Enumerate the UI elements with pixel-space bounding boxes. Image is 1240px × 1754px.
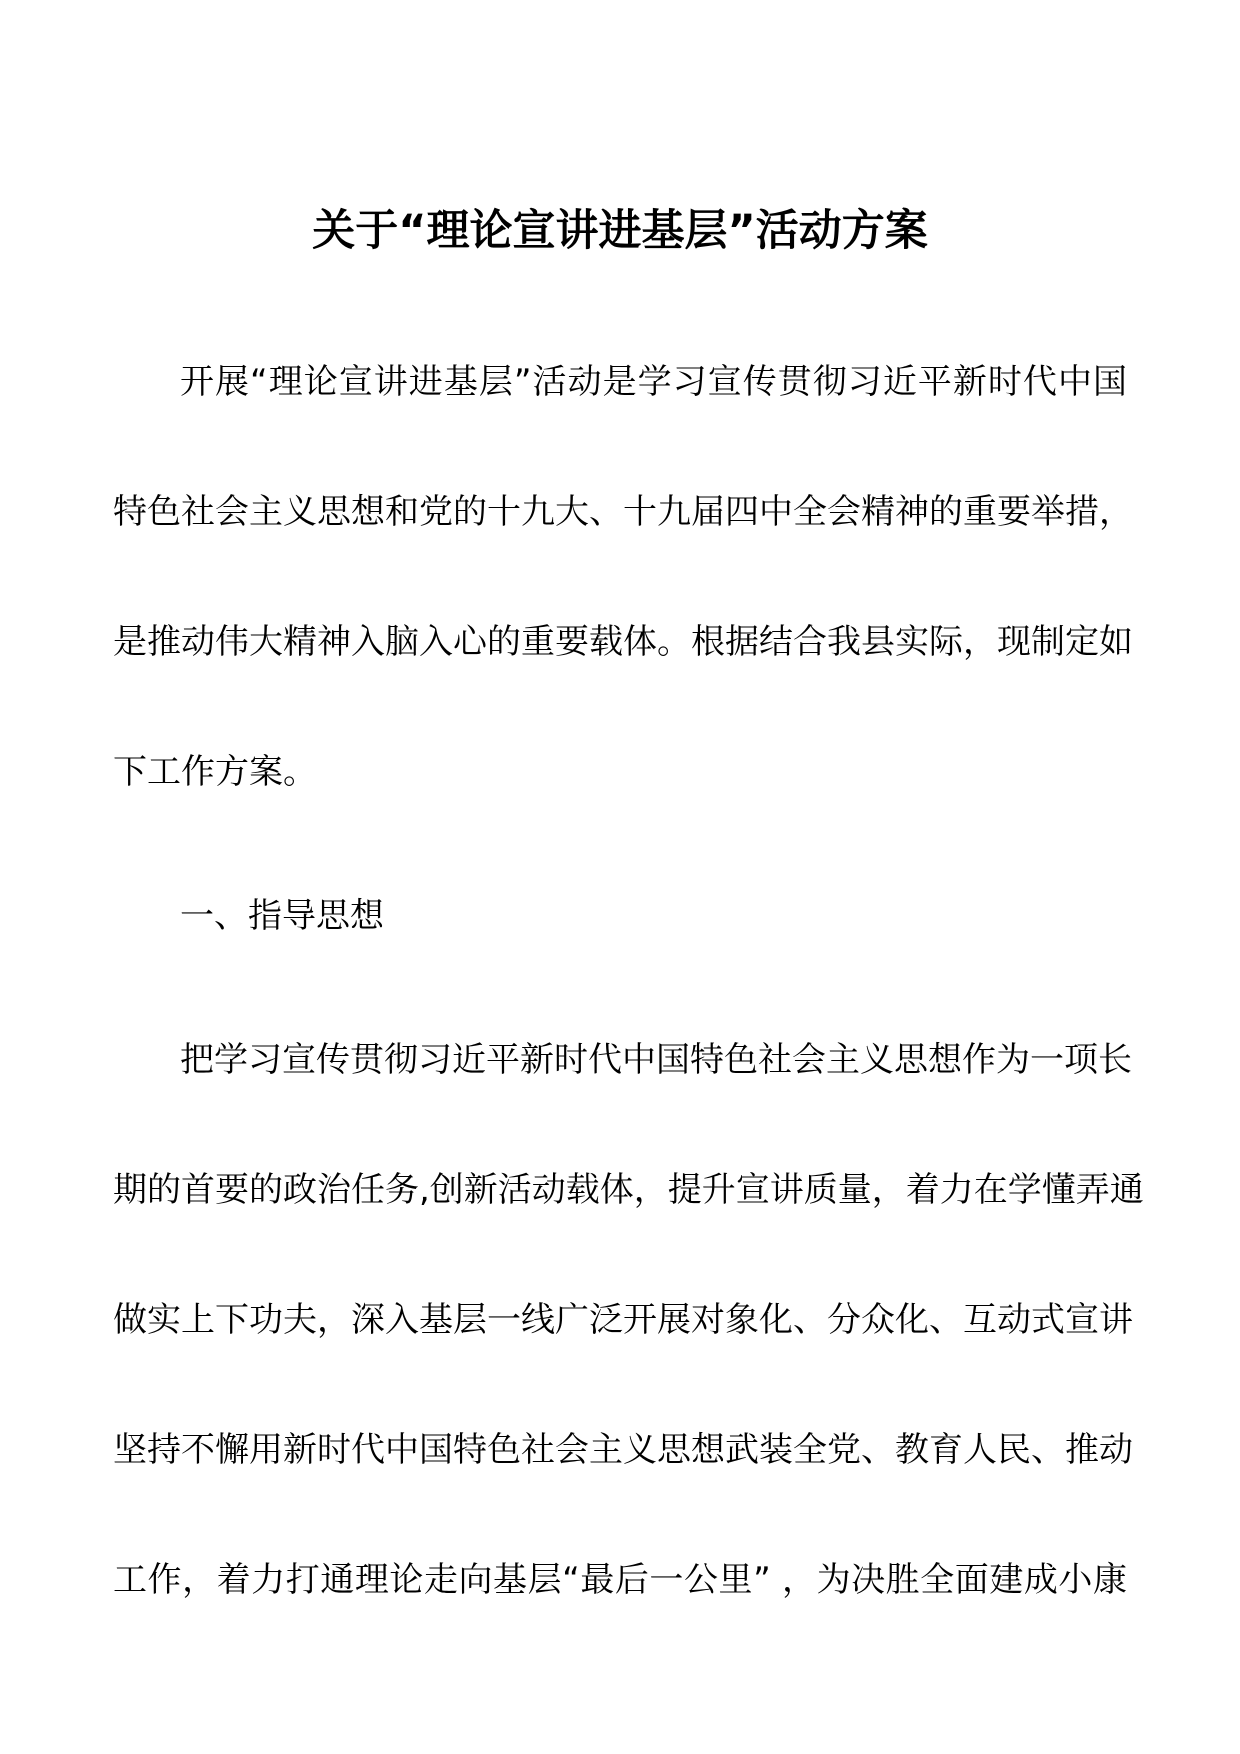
paragraph1-line-2: 特色社会主义思想和党的十九大、十九届四中全会精神的重要举措， <box>113 492 1133 532</box>
paragraph1-line-1: 开展“理论宣讲进基层”活动是学习宣传贯彻习近平新时代中国 <box>180 362 1127 402</box>
paragraph2-line-4: 坚持不懈用新时代中国特色社会主义思想武装全党、教育人民、推动 <box>113 1430 1133 1470</box>
paragraph2-line-3: 做实上下功夫，深入基层一线广泛开展对象化、分众化、互动式宣讲 <box>113 1300 1133 1340</box>
paragraph2-line-1: 把学习宣传贯彻习近平新时代中国特色社会主义思想作为一项长 <box>180 1040 1132 1080</box>
paragraph2-line-2: 期的首要的政治任务,创新活动载体，提升宣讲质量，着力在学懂弄通 <box>113 1170 1144 1210</box>
section-heading: 一、指导思想 <box>180 896 384 936</box>
paragraph1-line-3: 是推动伟大精神入脑入心的重要载体。根据结合我县实际，现制定如 <box>113 622 1133 662</box>
paragraph2-line-5: 工作，着力打通理论走向基层“最后一公里” ，为决胜全面建成小康 <box>113 1560 1127 1600</box>
document-title: 关于“理论宣讲进基层”活动方案 <box>312 206 928 256</box>
paragraph1-line-4: 下工作方案。 <box>113 752 317 792</box>
